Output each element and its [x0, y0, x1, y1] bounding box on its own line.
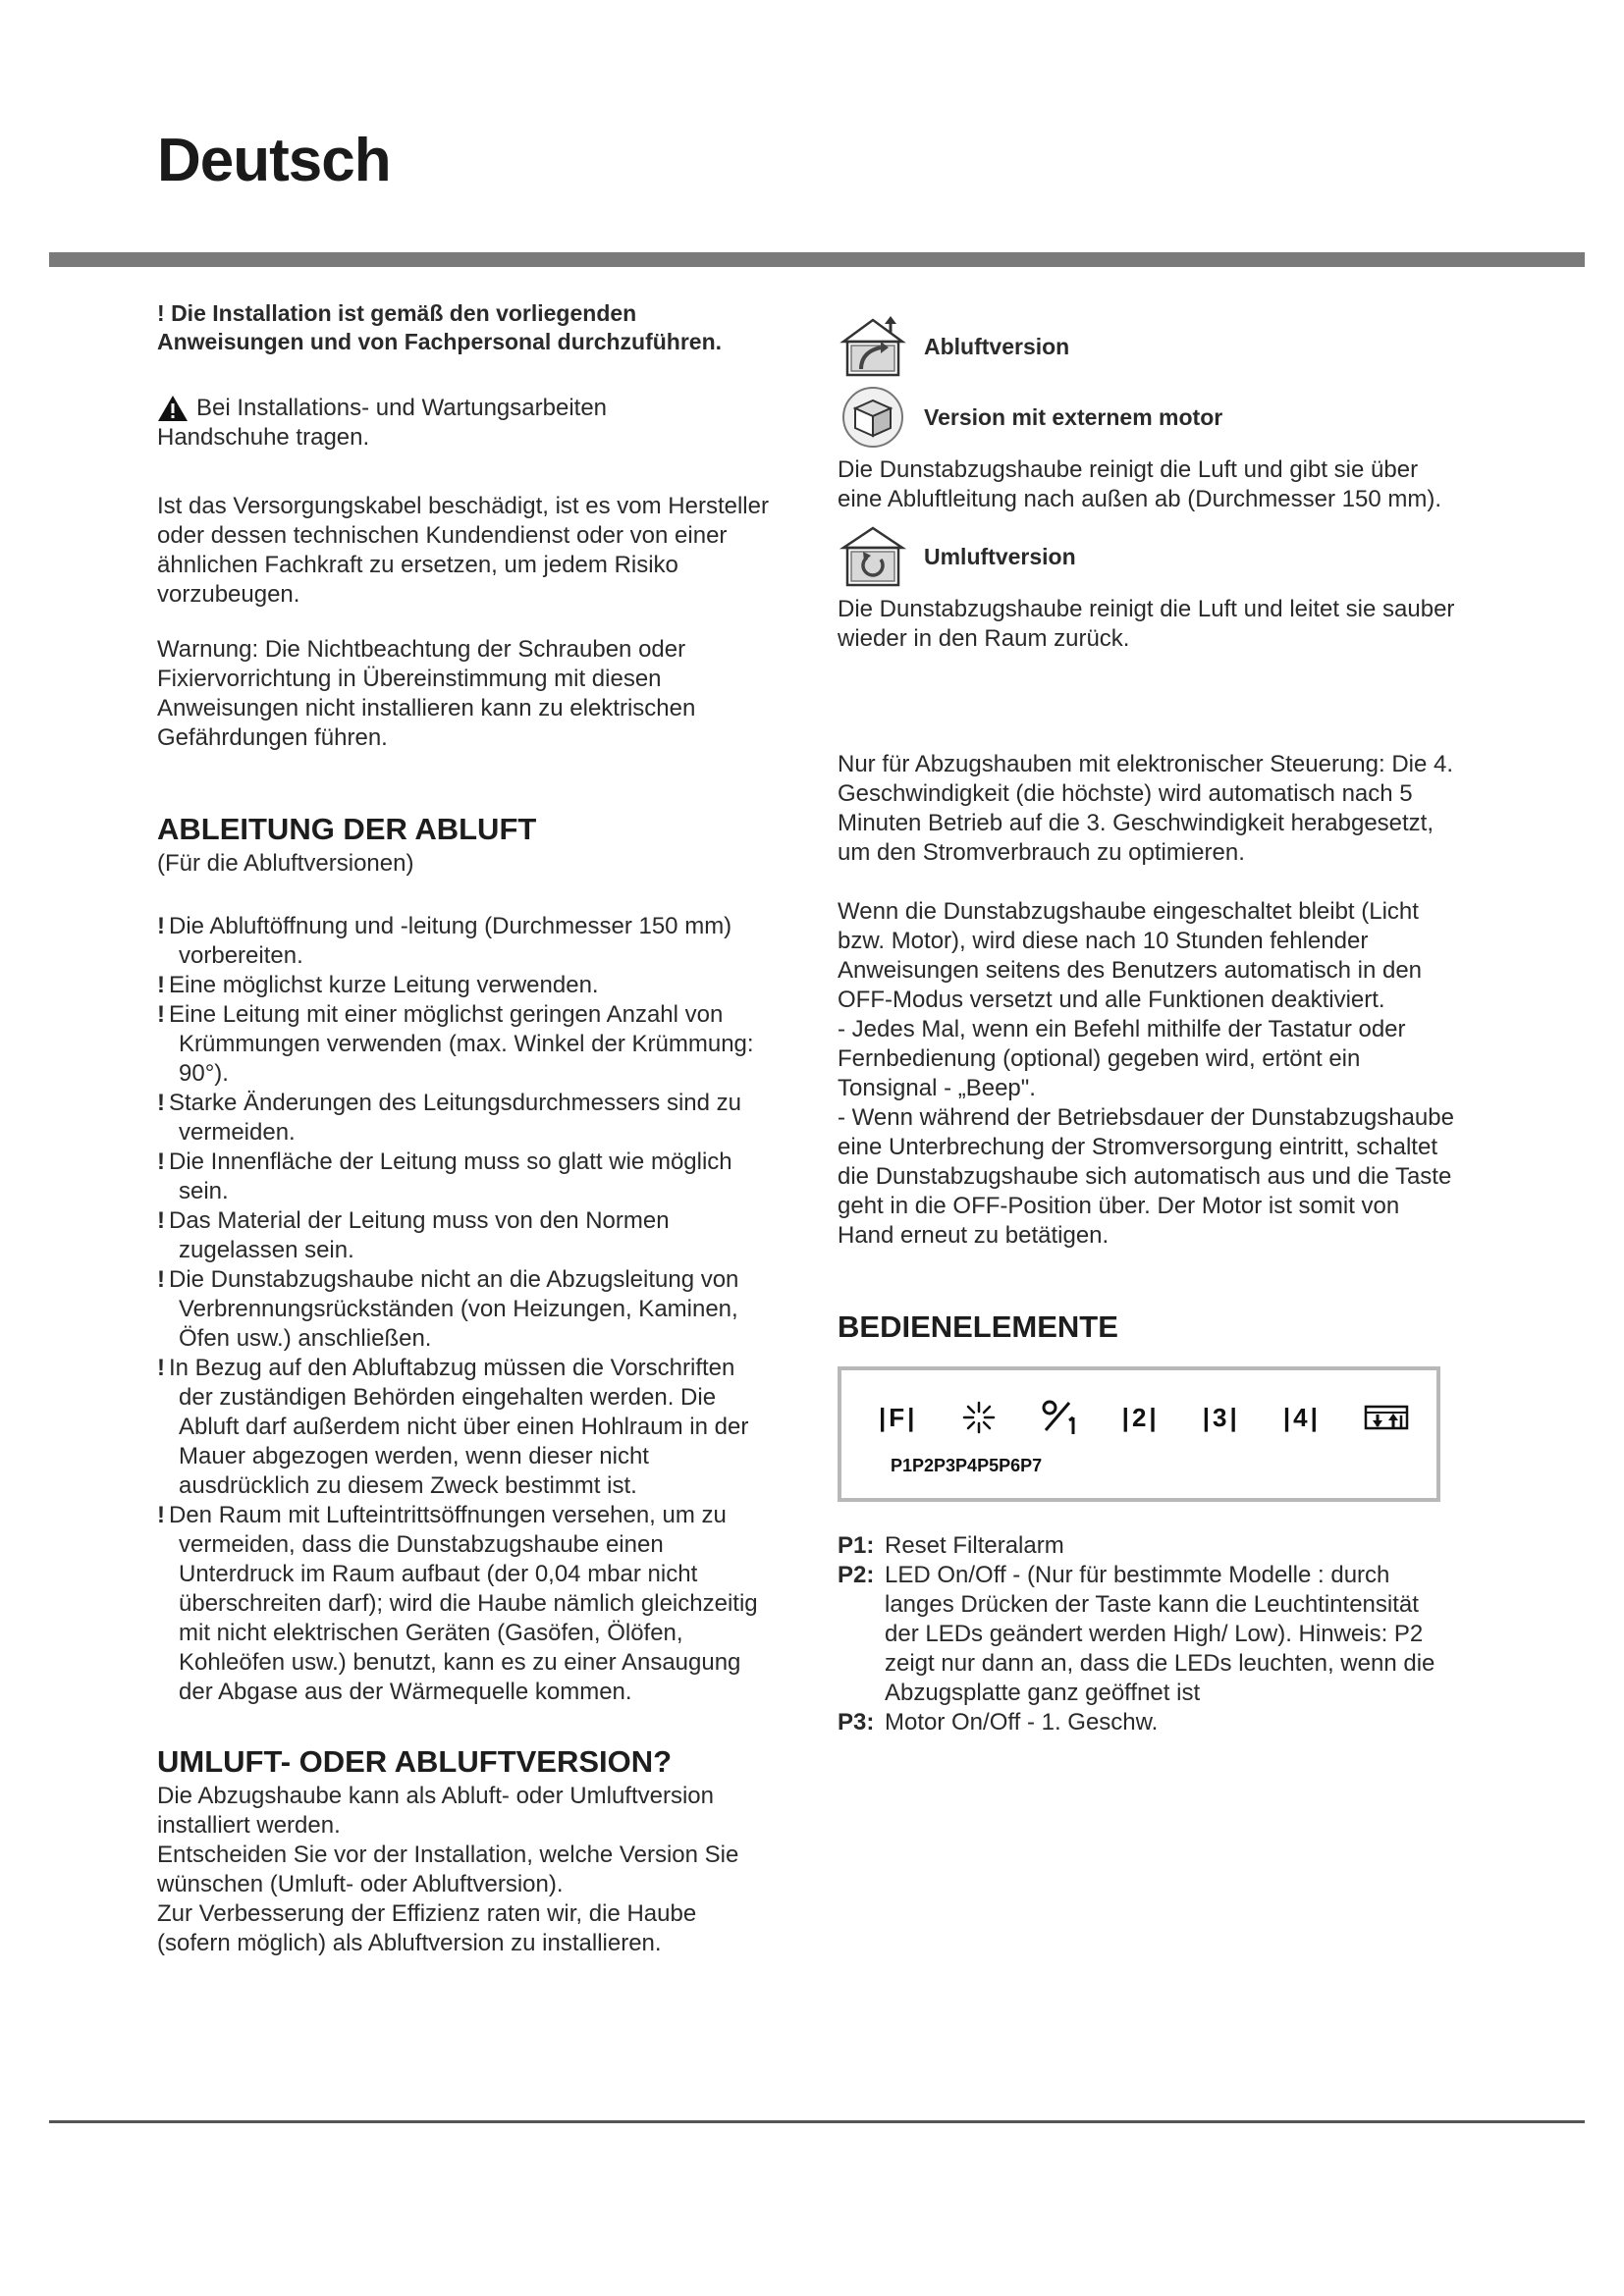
list-item: ! Die Dunstabzugshaube nicht an die Abzugsleitung von Verbrennungsrückständen (von Heizungen, Kaminen, Öfen usw.) anschließen. [157, 1266, 739, 1352]
filter-reset-icon: |F| [879, 1403, 918, 1432]
exclamation-icon: ! [157, 300, 165, 326]
exhaust-requirements-list [157, 912, 771, 1707]
screws-warning: Warnung: Die Nichtbeachtung der Schrauben oder Fixiervorrichtung in Übereinstimmung mit diesen Anweisungen nicht installieren kann zu elektrischen Gefährdungen führen. [157, 636, 696, 751]
list-item: ! Die Innenfläche der Leitung muss so glatt wie möglich sein. [157, 1148, 732, 1204]
warning-triangle-icon [157, 395, 189, 422]
list-item: ! In Bezug auf den Abluftabzug müssen die Vorschriften der zuständigen Behörden eingehalten werden. Die Abluft darf außerdem nicht über einen Hohlraum in der Mauer abgezogen werden, wenn dieser nicht ausdrücklich zu diesem Zweck bestimmt ist. [157, 1355, 749, 1499]
control-buttons-row [879, 1396, 1409, 1439]
auto-off-note: Wenn die Dunstabzugshaube eingeschaltet bleibt (Licht bzw. Motor), wird diese nach 10 Stunden fehlender Anweisungen seitens des Benutzers automatisch in den OFF-Modus versetzt und alle Funktionen deaktiviert. [838, 898, 1423, 1013]
external-motor-label: Version mit externem motor [924, 404, 1223, 430]
control-codes: P1P2P3P4P5P6P7 [891, 1456, 1043, 1475]
gloves-warning [157, 394, 771, 453]
list-item: ! Den Raum mit Lufteintrittsöffnungen versehen, um zu vermeiden, dass die Dunstabzugshaube einen Unterdruck im Raum aufbaut (der 0,04 mbar nicht überschreiten darf); wird die Haube nämlich gleichzeitig mit nicht elektrischen Geräten (Gasöfen, Ölöfen, Kohleöfen usw.) benutzt, kann es zu einer Ansaugung der Abgase aus der Wärmequelle kommen. [157, 1502, 758, 1705]
list-item: ! Starke Änderungen des Leitungsdurchmessers sind zu vermeiden. [157, 1090, 742, 1146]
electronic-speed-note: Nur für Abzugshauben mit elektronischer Steuerung: Die 4. Geschwindigkeit (die höchste) wird automatisch nach 5 Minuten Betrieb auf die 3. Geschwindigkeit herabgesetzt, um den Stromverbrauch zu optimieren. [838, 751, 1454, 866]
controls-title: BEDIENELEMENTE [838, 1309, 1118, 1344]
list-item: ! Eine Leitung mit einer möglichst geringen Anzahl von Krümmungen verwenden (max. Winkel der Krümmung: 90°). [157, 1001, 754, 1087]
param-p3: P3: Motor On/Off - 1. Geschw. [838, 1709, 1159, 1735]
section-version-p1: Die Abzugshaube kann als Abluft- oder Umluftversion installiert werden. [157, 1783, 714, 1839]
speed-2-icon: |2| [1121, 1403, 1160, 1432]
right-column [838, 314, 1456, 1737]
section-exhaust-title: ABLEITUNG DER ABLUFT [157, 812, 537, 846]
list-item: ! Die Abluftöffnung und -leitung (Durchmesser 150 mm) vorbereiten. [157, 913, 732, 969]
param-list [838, 1531, 1456, 1737]
section-version-p2: Entscheiden Sie vor der Installation, welche Version Sie wünschen (Umluft- oder Abluftversion). [157, 1842, 739, 1897]
exhaust-house-icon [838, 314, 908, 379]
param-p2: P2: LED On/Off - (Nur für bestimmte Modelle : durch langes Drücken der Taste kann die Leuchtintensität der LEDs geändert werden High/ Low). Hinweis: P2 zeigt nur dann an, dass die LEDs leuchten, wenn die Abzugsplatte ganz geöffnet ist [838, 1562, 1435, 1706]
speed-3-icon: |3| [1202, 1403, 1240, 1432]
page-title: Deutsch [157, 127, 391, 194]
section-exhaust-subtitle: (Für die Abluftversionen) [157, 850, 414, 877]
installation-notice: ! Die Installation ist gemäß den vorliegenden Anweisungen und von Fachpersonal durchzuführen. [157, 300, 723, 354]
left-column [157, 299, 771, 1958]
abluft-description: Die Dunstabzugshaube reinigt die Luft und gibt sie über eine Abluftleitung nach außen ab (Durchmesser 150 mm). [838, 456, 1441, 512]
speed-4-icon: |4| [1282, 1403, 1321, 1432]
umluft-version-label: Umluftversion [924, 544, 1076, 569]
header-divider-bar [49, 252, 1585, 267]
abluft-version-row [838, 314, 1456, 379]
section-version-title: UMLUFT- ODER ABLUFTVERSION? [157, 1744, 673, 1779]
control-panel [838, 1366, 1440, 1502]
umluft-description: Die Dunstabzugshaube reinigt die Luft und leitet sie sauber wieder in den Raum zurück. [838, 596, 1455, 652]
external-motor-icon [838, 385, 908, 450]
gloves-warning-line1: Bei Installations- und Wartungsarbeiten [196, 395, 608, 421]
footer-divider [49, 2120, 1585, 2123]
external-motor-row [838, 385, 1456, 450]
beep-note: - Jedes Mal, wenn ein Befehl mithilfe der Tastatur oder Fernbedienung (optional) gegeben wird, ertönt ein Tonsignal - „Beep". [838, 1016, 1406, 1101]
recirculation-house-icon [838, 524, 908, 589]
param-p1: P1: Reset Filteralarm [838, 1532, 1064, 1559]
list-item: ! Das Material der Leitung muss von den Normen zugelassen sein. [157, 1207, 670, 1263]
power-cut-note: - Wenn während der Betriebsdauer der Dunstabzugshaube eine Unterbrechung der Stromversorgung eintritt, schaltet die Dunstabzugshaube sich automatisch aus und die Taste geht in die OFF-Position über. Der Motor ist somit von Hand erneut zu betätigen. [838, 1104, 1454, 1249]
gloves-warning-line2: Handschuhe tragen. [157, 424, 370, 451]
section-version-p3: Zur Verbesserung der Effizienz raten wir, die Haube (sofern möglich) als Abluftversion zu installieren. [157, 1900, 697, 1956]
cable-note: Ist das Versorgungskabel beschädigt, ist es vom Hersteller oder dessen technischen Kundendienst oder von einer ähnlichen Fachkraft zu ersetzen, um jedem Risiko vorzubeugen. [157, 493, 769, 608]
motor-on-off-icon [1040, 1399, 1079, 1436]
list-item: ! Eine möglichst kurze Leitung verwenden. [157, 972, 599, 998]
abluft-version-label: Abluftversion [924, 334, 1070, 359]
umluft-version-row [838, 524, 1456, 589]
intensive-icon [1364, 1403, 1409, 1432]
led-light-icon [961, 1400, 997, 1435]
